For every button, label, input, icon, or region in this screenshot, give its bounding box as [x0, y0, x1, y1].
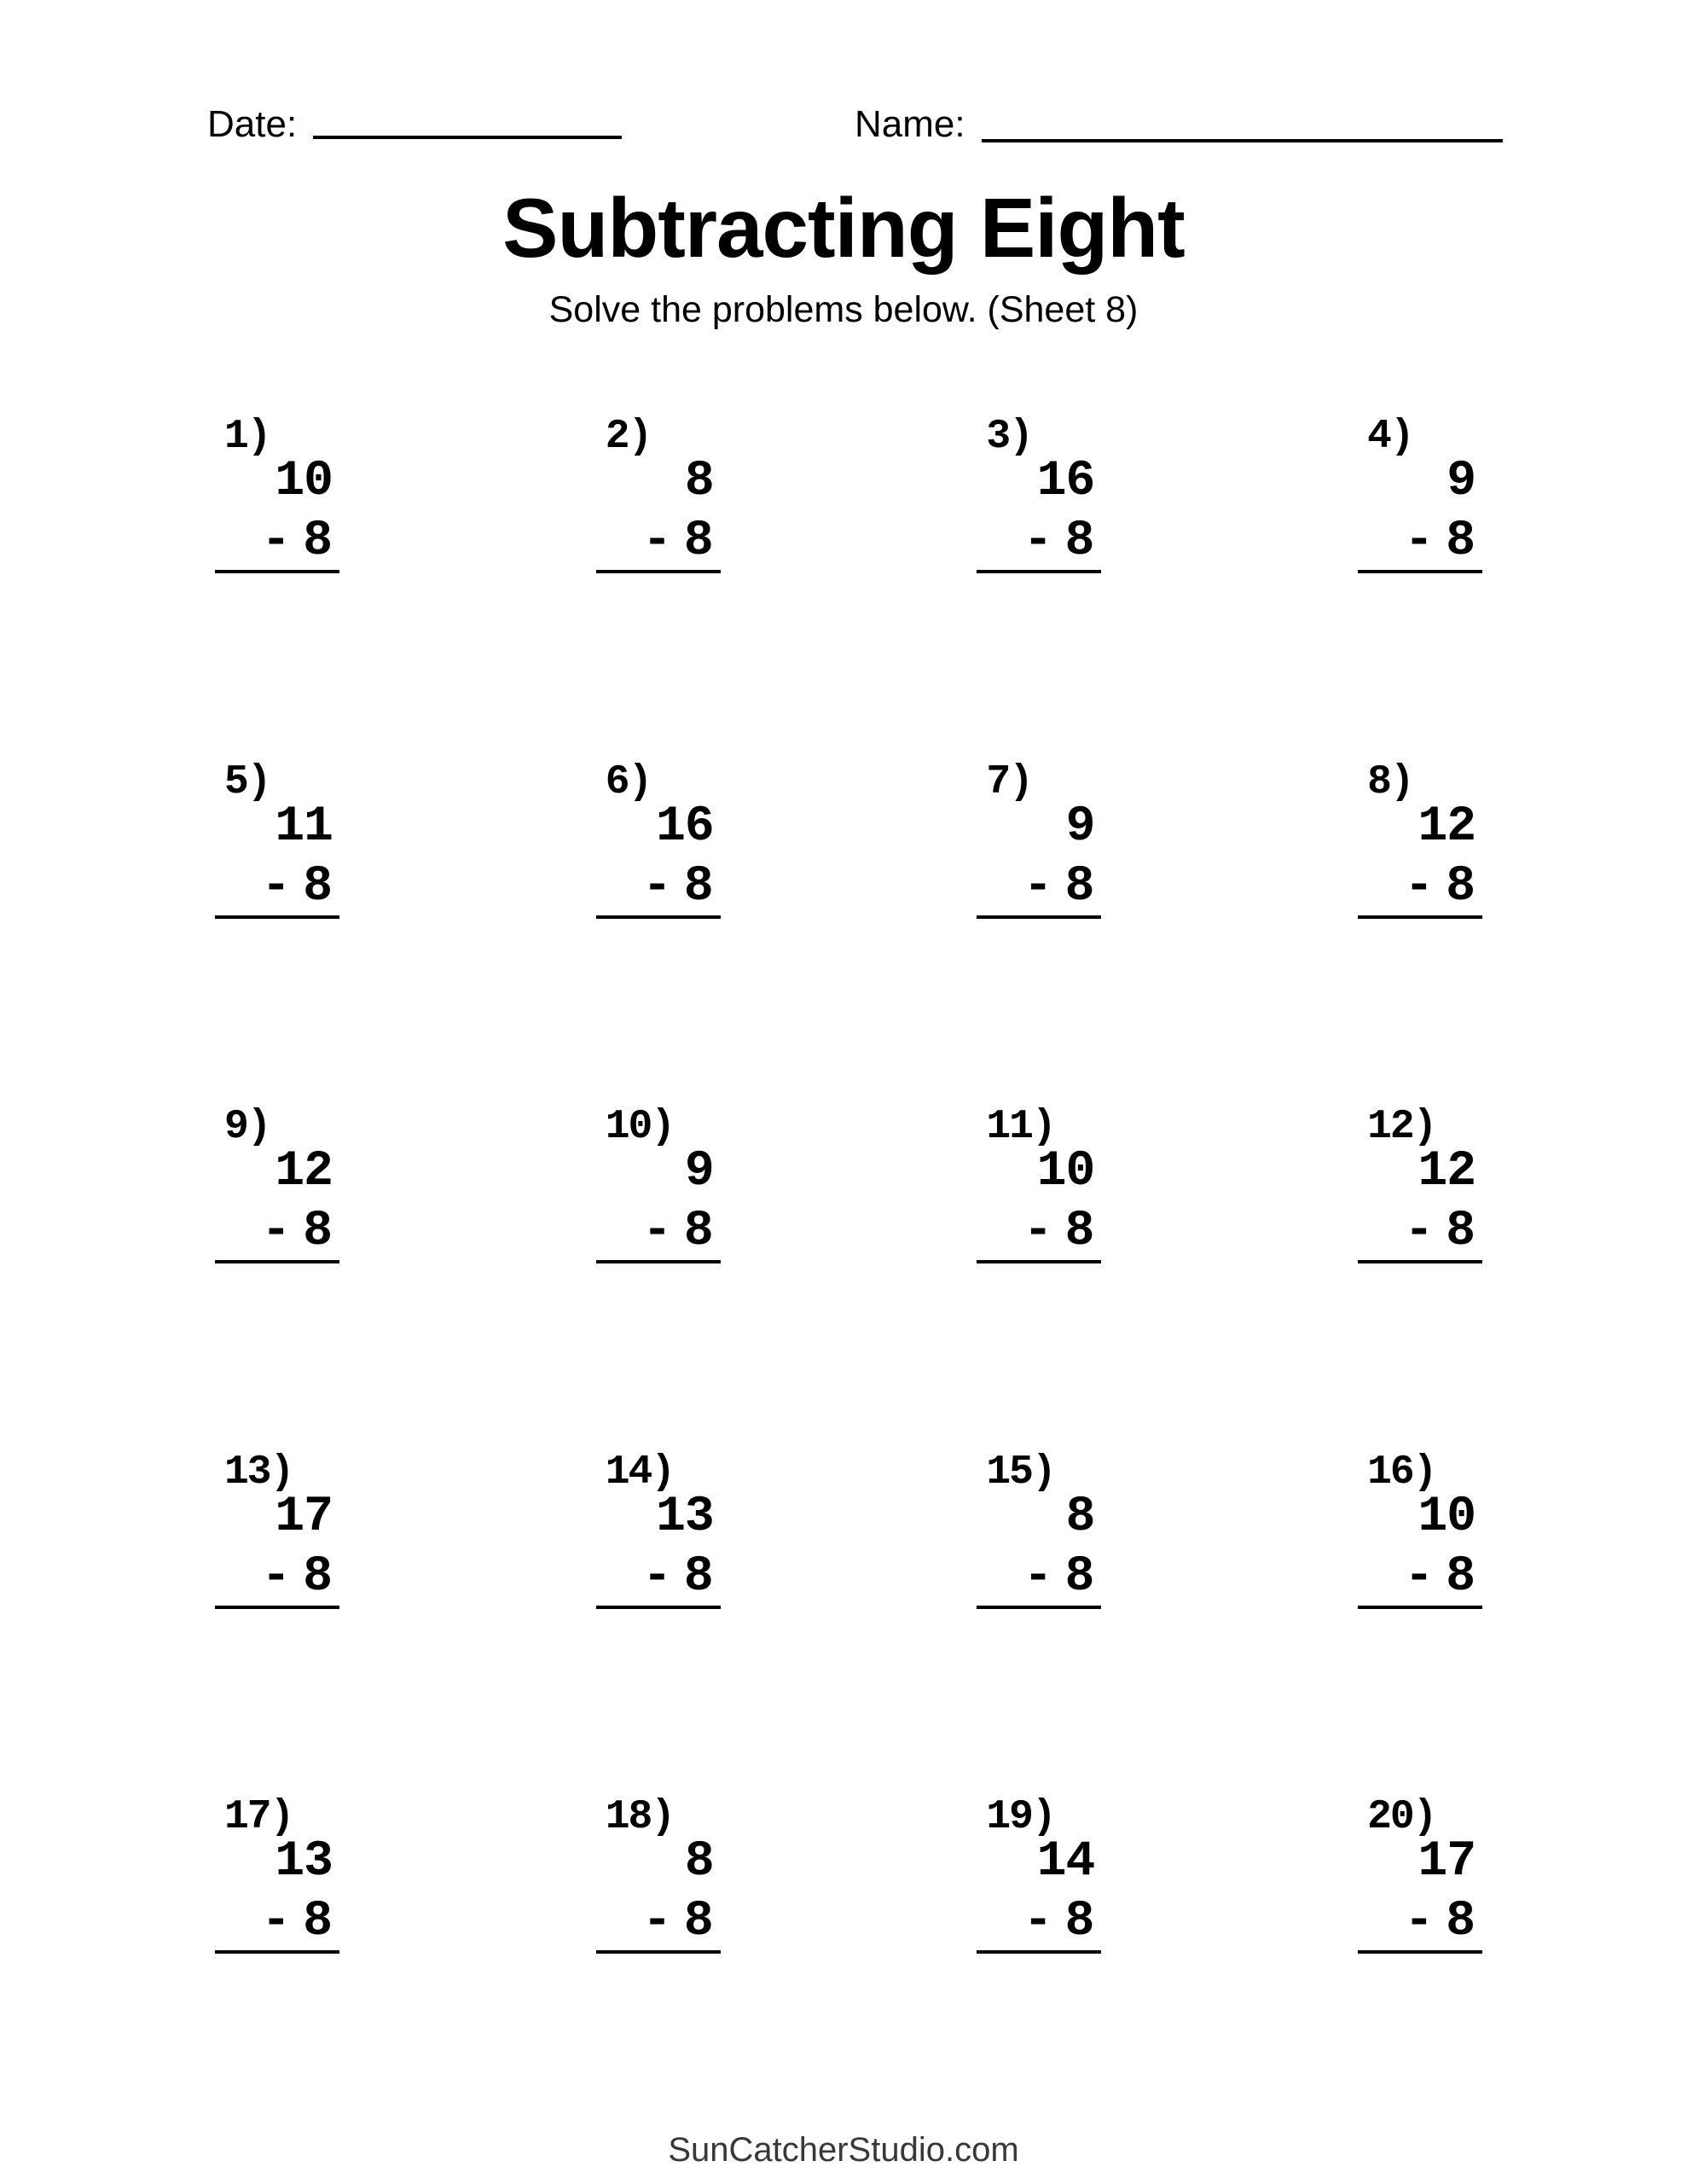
- problem-subtrahend: 8: [683, 1894, 714, 1949]
- minus-sign: -: [642, 1894, 672, 1949]
- problem-cell: [977, 1794, 1101, 1954]
- problem-number: 18): [605, 1794, 675, 1840]
- minus-sign: -: [1404, 1548, 1435, 1605]
- problem-number: 8): [1367, 758, 1413, 805]
- problem-subtrahend: 8: [1446, 514, 1476, 569]
- problem-operation-row: [261, 514, 333, 569]
- problem-number: 14): [605, 1449, 675, 1496]
- problem-operation-row: [261, 858, 333, 915]
- problem-number: 2): [605, 414, 652, 460]
- minus-sign: -: [1023, 858, 1053, 915]
- problem-number: 15): [986, 1449, 1055, 1496]
- problem-minuend: 17: [1417, 1834, 1476, 1890]
- minus-sign: -: [1023, 514, 1053, 569]
- problem-minuend: 17: [275, 1489, 333, 1545]
- answer-blank-line: [215, 570, 339, 573]
- problem-operation-row: [642, 1894, 714, 1949]
- minus-sign: -: [261, 1894, 292, 1949]
- answer-blank-line: [596, 915, 721, 919]
- problem-subtrahend: 8: [1064, 858, 1095, 915]
- problem-subtrahend: 8: [1446, 1894, 1476, 1949]
- problem-number: 3): [986, 414, 1032, 460]
- answer-blank-line: [977, 570, 1101, 573]
- problems-grid: [215, 414, 1482, 1954]
- problem-minuend: 13: [656, 1489, 714, 1545]
- answer-blank-line: [596, 1260, 721, 1263]
- minus-sign: -: [1023, 1548, 1053, 1605]
- problem-number: 16): [1367, 1449, 1436, 1496]
- problem-number: 11): [986, 1104, 1055, 1150]
- problem-operation-row: [1023, 858, 1095, 915]
- problem-minuend: 14: [1036, 1834, 1095, 1890]
- problem-subtrahend: 8: [303, 1548, 333, 1605]
- problem-minuend: 13: [275, 1834, 333, 1890]
- problem-operation-row: [1023, 1894, 1095, 1949]
- answer-blank-line: [1358, 1260, 1482, 1263]
- problem-cell: [1358, 1794, 1482, 1954]
- minus-sign: -: [1404, 1894, 1435, 1949]
- minus-sign: -: [1023, 1894, 1053, 1949]
- answer-blank-line: [977, 1606, 1101, 1609]
- name-label: Name:: [855, 103, 965, 145]
- problem-minuend: 12: [275, 1144, 333, 1199]
- answer-blank-line: [1358, 570, 1482, 573]
- minus-sign: -: [642, 858, 672, 915]
- answer-blank-line: [215, 1260, 339, 1263]
- date-label: Date:: [207, 103, 298, 145]
- problem-cell: [215, 414, 339, 573]
- problem-number: 1): [224, 414, 270, 460]
- answer-blank-line: [1358, 1950, 1482, 1954]
- footer-site-text: SunCatcherStudio.com: [668, 2131, 1019, 2169]
- problem-minuend: 16: [656, 799, 714, 855]
- problem-number: 5): [224, 758, 270, 805]
- problem-cell: [596, 1104, 721, 1263]
- problem-operation-row: [1404, 1548, 1476, 1605]
- problem-cell: [977, 414, 1101, 573]
- problem-cell: [215, 758, 339, 919]
- name-blank-line: [982, 139, 1503, 142]
- problem-minuend: 16: [1036, 454, 1095, 509]
- problem-cell: [596, 1794, 721, 1954]
- problem-minuend: 8: [684, 1834, 714, 1890]
- problem-cell: [1358, 414, 1482, 573]
- problem-minuend: 10: [1036, 1144, 1095, 1199]
- problem-cell: [1358, 1449, 1482, 1609]
- problem-subtrahend: 8: [303, 1204, 333, 1259]
- problem-minuend: 8: [684, 454, 714, 509]
- problem-minuend: 12: [1417, 799, 1476, 855]
- problem-subtrahend: 8: [1064, 1548, 1095, 1605]
- problem-number: 9): [224, 1104, 270, 1150]
- problem-subtrahend: 8: [303, 514, 333, 569]
- problem-number: 12): [1367, 1104, 1436, 1150]
- problem-subtrahend: 8: [1446, 1548, 1476, 1605]
- date-blank-line: [313, 136, 622, 139]
- answer-blank-line: [1358, 915, 1482, 919]
- minus-sign: -: [1404, 1204, 1435, 1259]
- problem-subtrahend: 8: [303, 1894, 333, 1949]
- problem-operation-row: [1023, 1204, 1095, 1259]
- problem-operation-row: [642, 858, 714, 915]
- problem-minuend: 11: [275, 799, 333, 855]
- problem-minuend: 10: [275, 454, 333, 509]
- problem-cell: [596, 414, 721, 573]
- minus-sign: -: [261, 858, 292, 915]
- problem-cell: [977, 758, 1101, 919]
- problem-subtrahend: 8: [683, 858, 714, 915]
- answer-blank-line: [215, 1950, 339, 1954]
- problem-cell: [215, 1449, 339, 1609]
- minus-sign: -: [1023, 1204, 1053, 1259]
- problem-cell: [977, 1104, 1101, 1263]
- answer-blank-line: [977, 915, 1101, 919]
- answer-blank-line: [977, 1950, 1101, 1954]
- answer-blank-line: [215, 915, 339, 919]
- problem-number: 10): [605, 1104, 675, 1150]
- problem-minuend: 9: [1446, 454, 1476, 509]
- answer-blank-line: [977, 1260, 1101, 1263]
- problem-operation-row: [1404, 1894, 1476, 1949]
- problem-operation-row: [642, 514, 714, 569]
- minus-sign: -: [261, 1204, 292, 1259]
- problem-operation-row: [1023, 1548, 1095, 1605]
- problem-subtrahend: 8: [1064, 1894, 1095, 1949]
- problem-cell: [1358, 1104, 1482, 1263]
- minus-sign: -: [642, 1548, 672, 1605]
- problem-subtrahend: 8: [683, 1204, 714, 1259]
- problem-operation-row: [1023, 514, 1095, 569]
- problem-subtrahend: 8: [1446, 1204, 1476, 1259]
- problem-number: 6): [605, 758, 652, 805]
- problem-cell: [215, 1794, 339, 1954]
- problem-minuend: 10: [1417, 1489, 1476, 1545]
- problem-number: 19): [986, 1794, 1055, 1840]
- problem-number: 20): [1367, 1794, 1436, 1840]
- problem-minuend: 12: [1417, 1144, 1476, 1199]
- problem-operation-row: [261, 1548, 333, 1605]
- problem-minuend: 9: [1065, 799, 1095, 855]
- problem-subtrahend: 8: [683, 514, 714, 569]
- problem-operation-row: [1404, 1204, 1476, 1259]
- problem-minuend: 8: [1065, 1489, 1095, 1545]
- minus-sign: -: [642, 1204, 672, 1259]
- problem-operation-row: [642, 1204, 714, 1259]
- problem-subtrahend: 8: [1064, 514, 1095, 569]
- problem-subtrahend: 8: [1064, 1204, 1095, 1259]
- problem-operation-row: [1404, 514, 1476, 569]
- problem-cell: [596, 758, 721, 919]
- minus-sign: -: [642, 514, 672, 569]
- problem-cell: [977, 1449, 1101, 1609]
- problem-operation-row: [642, 1548, 714, 1605]
- page-title: Subtracting Eight: [502, 181, 1185, 275]
- answer-blank-line: [596, 1950, 721, 1954]
- answer-blank-line: [596, 1606, 721, 1609]
- minus-sign: -: [1404, 514, 1435, 569]
- problem-number: 4): [1367, 414, 1413, 460]
- answer-blank-line: [1358, 1606, 1482, 1609]
- minus-sign: -: [1404, 858, 1435, 915]
- problem-subtrahend: 8: [1446, 858, 1476, 915]
- problem-operation-row: [261, 1204, 333, 1259]
- problem-number: 7): [986, 758, 1032, 805]
- problem-cell: [215, 1104, 339, 1263]
- problem-cell: [596, 1449, 721, 1609]
- problem-operation-row: [1404, 858, 1476, 915]
- problem-number: 13): [224, 1449, 293, 1496]
- problem-minuend: 9: [684, 1144, 714, 1199]
- problem-operation-row: [261, 1894, 333, 1949]
- page-subtitle: Solve the problems below. (Sheet 8): [548, 289, 1139, 330]
- problem-cell: [1358, 758, 1482, 919]
- minus-sign: -: [261, 514, 292, 569]
- problem-subtrahend: 8: [303, 858, 333, 915]
- minus-sign: -: [261, 1548, 292, 1605]
- problem-subtrahend: 8: [683, 1548, 714, 1605]
- problem-number: 17): [224, 1794, 293, 1840]
- answer-blank-line: [596, 570, 721, 573]
- answer-blank-line: [215, 1606, 339, 1609]
